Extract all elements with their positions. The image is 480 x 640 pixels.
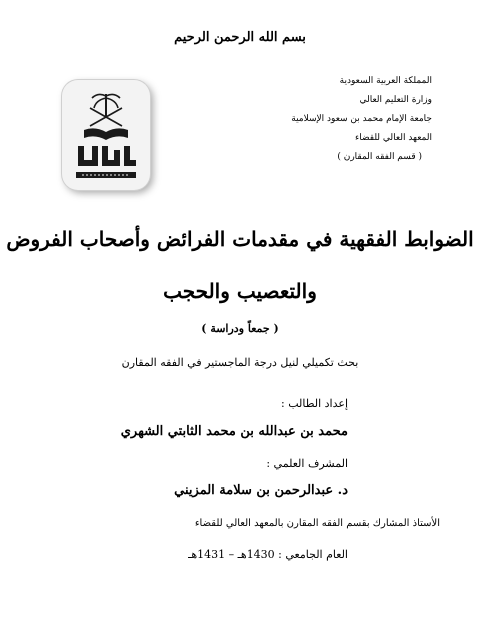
supervisor-name: د. عبدالرحمن بن سلامة المزيني: [174, 483, 348, 498]
university-name: جامعة الإمام محمد بن سعود الإسلامية: [291, 114, 432, 124]
thesis-title-line-1: الضوابط الفقهية في مقدمات الفرائض وأصحاب الفروض: [6, 227, 474, 251]
academic-year: العام الجامعي : 1430هـ – 1431هـ: [188, 548, 348, 561]
supervisor-description: الأستاذ المشارك بقسم الفقه المقارن بالمعهد العالي للقضاء: [194, 518, 440, 529]
supervisor-label: المشرف العلمي :: [266, 457, 348, 470]
country-name: المملكة العربية السعودية: [339, 76, 432, 86]
thesis-subtitle: ( جمعاً ودراسة ): [201, 322, 279, 335]
university-emblem-icon: [68, 86, 144, 184]
ministry-name: وزارة التعليم العالي: [359, 95, 432, 105]
institute-name: المعهد العالي للقضاء: [354, 133, 432, 143]
thesis-purpose: بحث تكميلي لنيل درجة الماجستير في الفقه المقارن: [121, 356, 359, 369]
institution-header: [212, 72, 432, 167]
department-name: ( قسم الفقه المقارن ): [337, 152, 422, 162]
basmala: بسم الله الرحمن الرحيم: [174, 30, 306, 45]
thesis-title-line-2: والتعصيب والحجب: [163, 279, 317, 303]
university-logo: [62, 80, 150, 190]
student-label: إعداد الطالب :: [281, 397, 348, 410]
student-name: محمد بن عبدالله بن محمد الثابتي الشهري: [120, 424, 348, 439]
